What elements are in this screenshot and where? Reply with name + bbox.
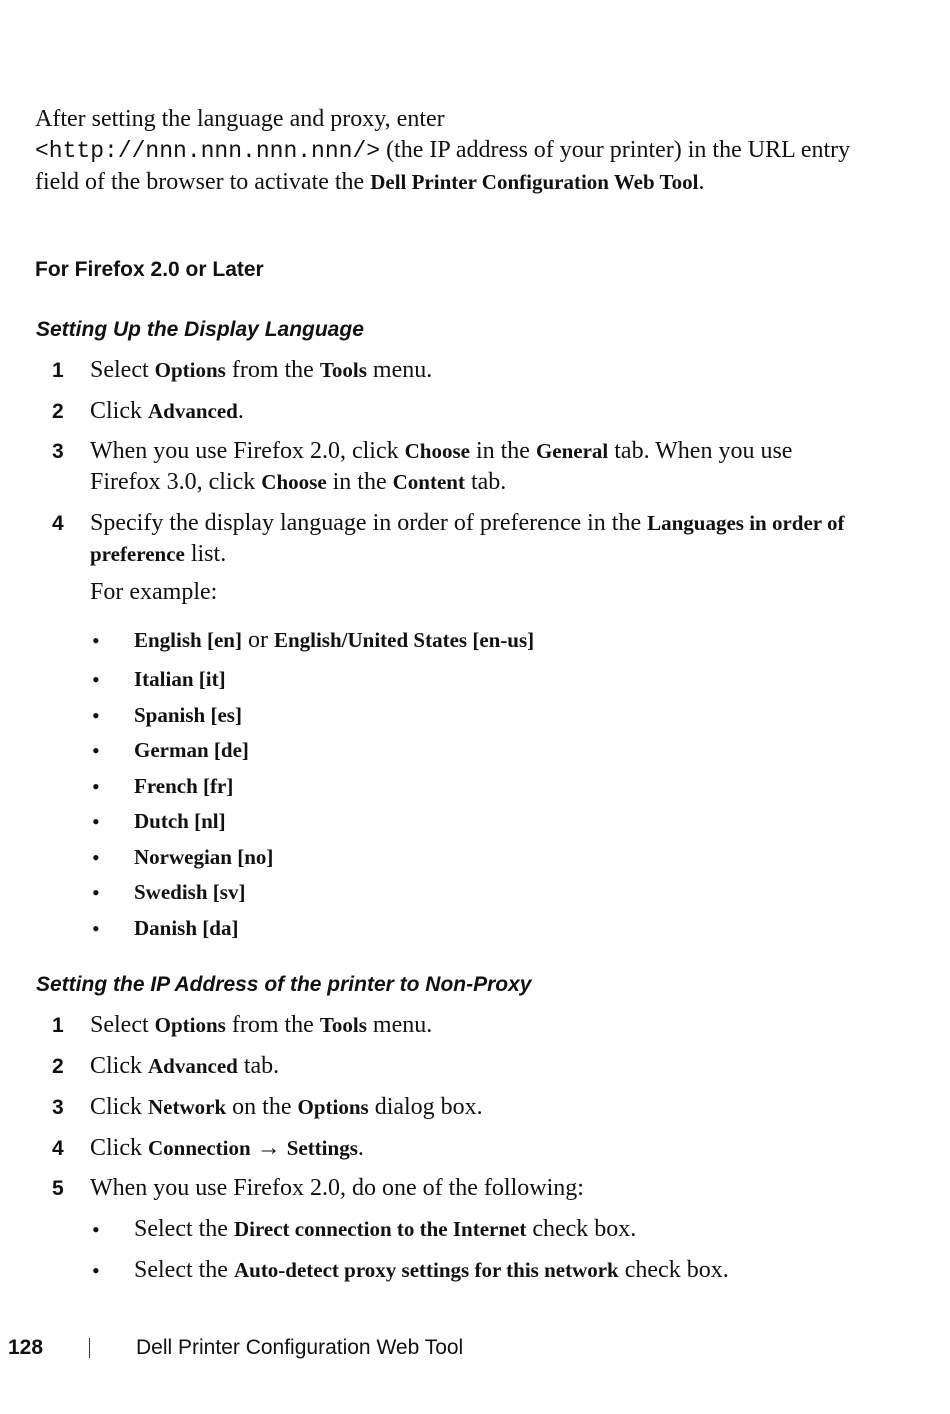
language-name: Dutch [nl] [134,809,226,833]
step-text: Select the [134,1257,234,1283]
language-name: German [de] [134,738,249,762]
printer-url: <http://nnn.nnn.nnn.nnn/> [35,138,381,164]
page-number: 128 [8,1336,44,1359]
bullet-icon: • [92,845,100,870]
arrow-icon: → [250,1135,287,1161]
step-text: check box. [526,1216,637,1242]
footer-divider [89,1338,90,1358]
language-name: French [fr] [134,774,234,798]
step-text: Click [90,1094,148,1120]
ui-term: General [535,439,609,463]
step-text: on the [226,1094,298,1120]
step-number: 2 [52,400,64,423]
step-number: 2 [52,1055,64,1078]
step-text: Click [90,1135,148,1161]
ui-term: Connection [148,1136,251,1160]
ui-term: Network [148,1095,227,1119]
step-text: Select the [134,1216,234,1242]
bullet-icon: • [92,703,100,728]
ui-term: Languages in order of preference [90,511,845,566]
firefox-heading: For Firefox 2.0 or Later [35,258,264,281]
bullet-icon: • [92,738,100,763]
ui-term: Choose [261,470,327,494]
language-name: English [en] [134,628,242,652]
language-name: Danish [da] [134,916,239,940]
bullet-icon: • [92,1217,100,1242]
step-text: tab. [237,1053,280,1079]
ui-term: Options [154,1013,226,1037]
section-heading-non-proxy: Setting the IP Address of the printer to Non-Proxy [36,973,532,996]
bullet-icon: • [92,880,100,905]
intro-text-2: (the IP address of your printer) in the URL entry field of the browser to activate the [35,137,851,195]
ui-term: Choose [404,439,470,463]
example-label: For example: [90,579,218,605]
ui-term: Tools [319,1013,367,1037]
language-name: English/United States [en-us] [273,628,535,652]
step-text: in the [326,469,393,495]
tool-name: Dell Printer Configuration Web Tool [370,170,699,194]
ui-term: Advanced [148,1054,238,1078]
bullet-icon: • [92,809,100,834]
ui-term: Content [392,470,465,494]
ui-term: Auto-detect proxy settings for this network [233,1258,619,1282]
intro-text-3: . [698,169,705,195]
bullet-icon: • [92,774,100,799]
ui-term: Tools [319,358,367,382]
step-text: When you use Firefox 2.0, do one of the following: [90,1175,584,1201]
ui-term: Advanced [148,399,238,423]
section-heading-display-language: Setting Up the Display Language [36,318,364,341]
bullet-icon: • [92,628,100,653]
language-name: Italian [it] [134,667,226,691]
intro-text-1: After setting the language and proxy, enter [35,106,445,132]
ui-term: Direct connection to the Internet [233,1217,527,1241]
bullet-icon: • [92,916,100,941]
step-text: in the [469,438,536,464]
step-text: from the [225,357,320,383]
language-name: Spanish [es] [134,703,242,727]
step-text: tab. [464,469,507,495]
language-name: Norwegian [no] [134,845,274,869]
step-text: Specify the display language in order of preference in the [90,510,648,536]
step-text: When you use Firefox 2.0, click [90,438,405,464]
step-text: Select [90,1012,155,1038]
step-text: . [237,398,244,424]
step-number: 3 [52,1096,64,1119]
step-text: Click [90,398,148,424]
step-text: menu. [366,357,433,383]
step-number: 1 [52,1014,64,1037]
step-text: dialog box. [368,1094,483,1120]
step-text: Click [90,1053,148,1079]
step-number: 4 [52,512,64,535]
bullet-icon: • [92,1258,100,1283]
step-text: menu. [366,1012,433,1038]
language-name: Swedish [sv] [134,880,246,904]
step-text: list. [184,541,227,567]
page-footer [0,1336,950,1366]
step-number: 4 [52,1137,64,1160]
step-text: or [241,627,274,653]
step-text: Select [90,357,155,383]
step-number: 1 [52,359,64,382]
ui-term: Options [154,358,226,382]
step-text: from the [225,1012,320,1038]
step-text: check box. [618,1257,729,1283]
ui-term: Options [297,1095,369,1119]
step-text: tab. When you use Firefox 3.0, click [90,438,793,495]
ui-term: Settings [286,1136,358,1160]
step-text: . [357,1135,364,1161]
step-number: 5 [52,1177,64,1200]
bullet-icon: • [92,667,100,692]
footer-title: Dell Printer Configuration Web Tool [136,1336,464,1359]
step-number: 3 [52,440,64,463]
intro-paragraph [35,104,855,198]
